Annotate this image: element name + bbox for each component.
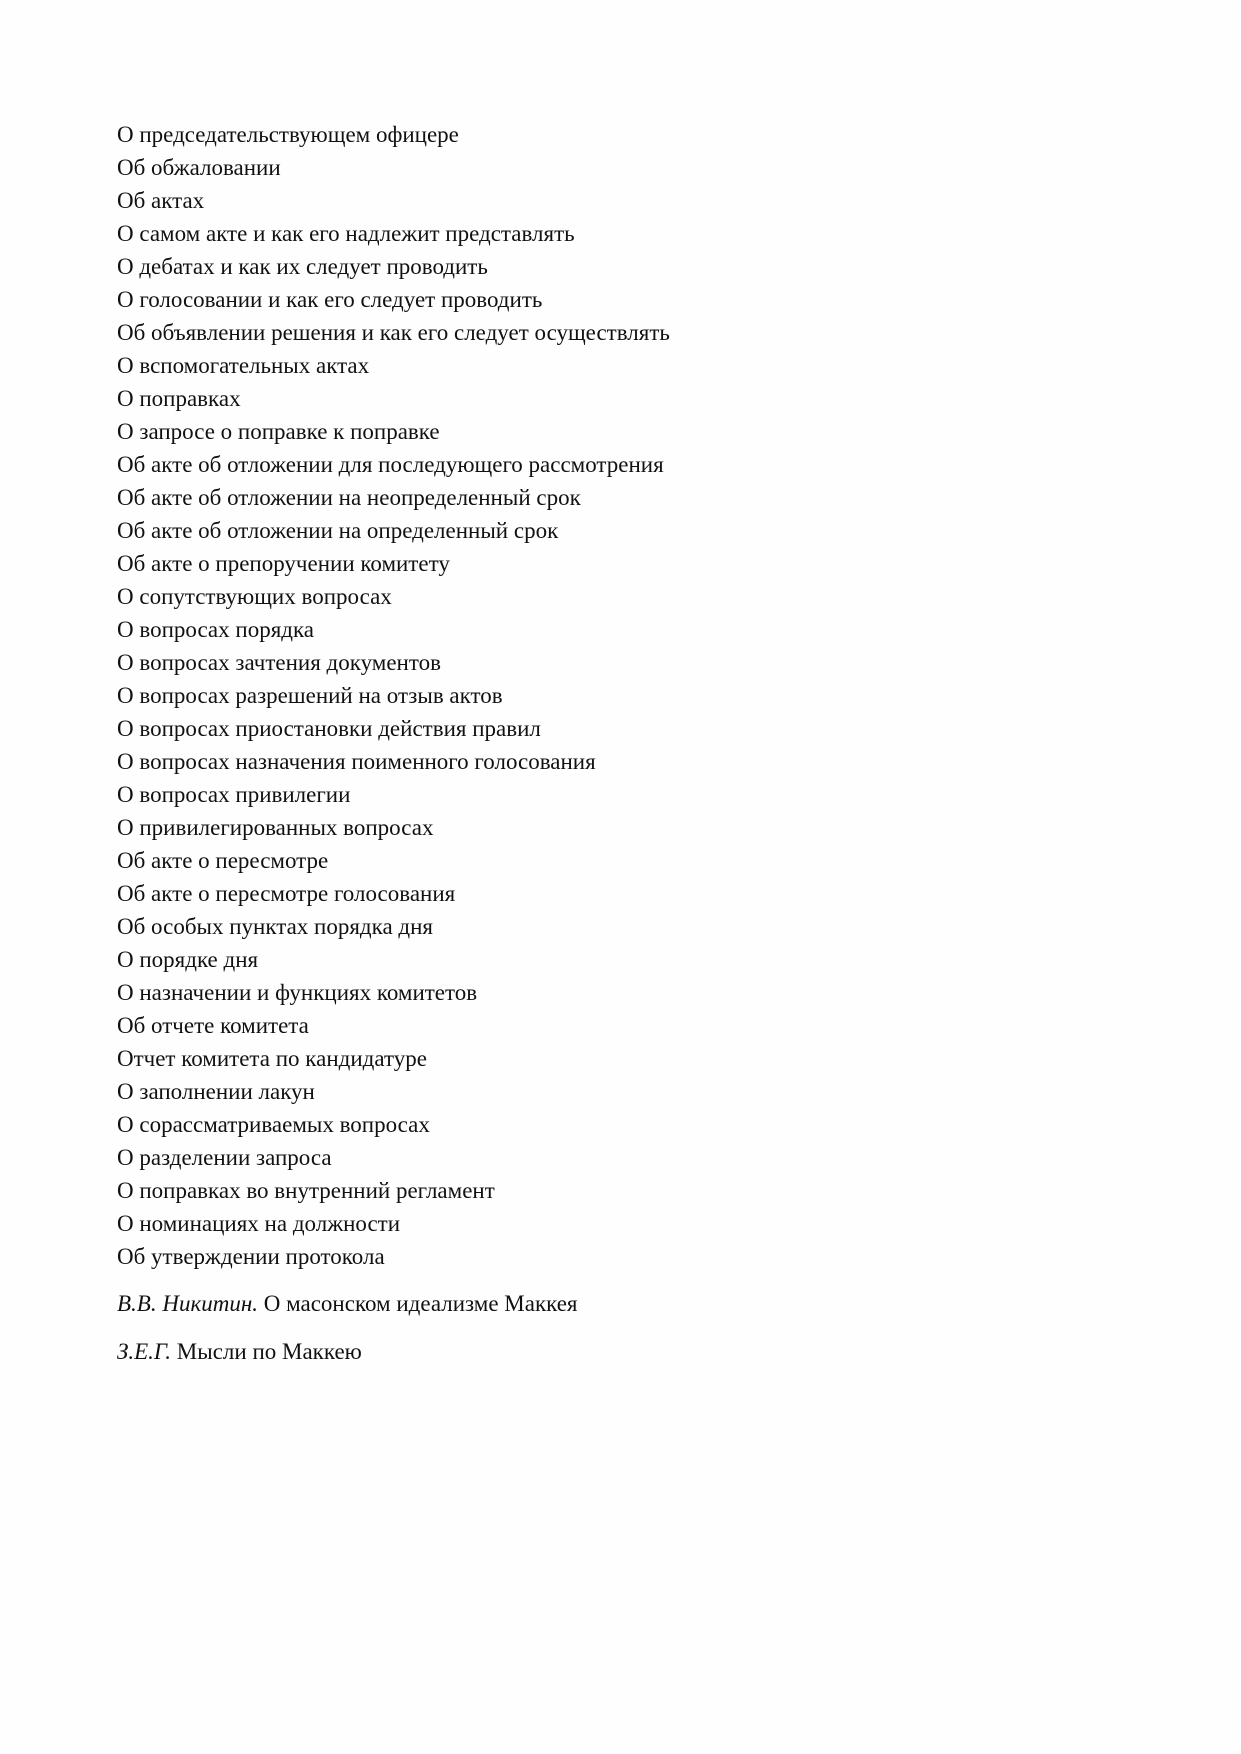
toc-item: О назначении и функциях комитетов [117, 980, 478, 1005]
toc-item: О порядке дня [117, 947, 259, 972]
toc-item: О поправках во внутренний регламент [117, 1178, 495, 1203]
toc-item: О вопросах привилегии [117, 782, 351, 807]
toc-item: Об обжаловании [117, 155, 281, 180]
toc-item: О вопросах порядка [117, 617, 315, 642]
toc-item: О самом акте и как его надлежит представлять [117, 221, 575, 246]
toc-item: Об актах [117, 188, 205, 213]
toc-item: О сопутствующих вопросах [117, 584, 392, 609]
credit-nikitin [117, 1287, 1117, 1320]
toc-item: О привилегированных вопросах [117, 815, 434, 840]
toc-item: О дебатах и как их следует проводить [117, 254, 488, 279]
toc-list [117, 118, 1117, 1273]
toc-item: О председательствующем офицере [117, 122, 459, 147]
toc-item: Об отчете комитета [117, 1013, 309, 1038]
toc-item: О голосовании и как его следует проводить [117, 287, 543, 312]
toc-item: О вопросах приостановки действия правил [117, 716, 541, 741]
page-content [117, 118, 1117, 1368]
toc-item: Об акте об отложении на неопределенный срок [117, 485, 581, 510]
toc-item: О вопросах зачтения документов [117, 650, 441, 675]
toc-item: Об акте об отложении на определенный срок [117, 518, 559, 543]
toc-item: О вспомогательных актах [117, 353, 370, 378]
credit-zeg [117, 1335, 1117, 1368]
toc-item: Об акте о пересмотре [117, 848, 329, 873]
toc-item: Отчет комитета по кандидатуре [117, 1046, 427, 1071]
toc-item: О сорассматриваемых вопросах [117, 1112, 430, 1137]
toc-item: О номинациях на должности [117, 1211, 401, 1236]
toc-item: О вопросах назначения поименного голосования [117, 749, 596, 774]
credit-author: З.Е.Г. [117, 1339, 172, 1364]
credit-title: Мысли по Маккею [171, 1339, 362, 1364]
toc-item: О поправках [117, 386, 241, 411]
toc-item: О вопросах разрешений на отзыв актов [117, 683, 503, 708]
toc-item: Об акте о пересмотре голосования [117, 881, 456, 906]
toc-item: Об особых пунктах порядка дня [117, 914, 433, 939]
toc-item: Об акте о препоручении комитету [117, 551, 450, 576]
credit-title: О масонском идеализме Маккея [258, 1291, 578, 1316]
toc-item: О разделении запроса [117, 1145, 332, 1170]
toc-item: Об акте об отложении для последующего рассмотрения [117, 452, 664, 477]
toc-item: О заполнении лакун [117, 1079, 315, 1104]
toc-item: Об утверждении протокола [117, 1244, 385, 1269]
toc-item: О запросе о поправке к поправке [117, 419, 440, 444]
toc-item: Об объявлении решения и как его следует осуществлять [117, 320, 670, 345]
credit-author: В.В. Никитин. [117, 1291, 258, 1316]
